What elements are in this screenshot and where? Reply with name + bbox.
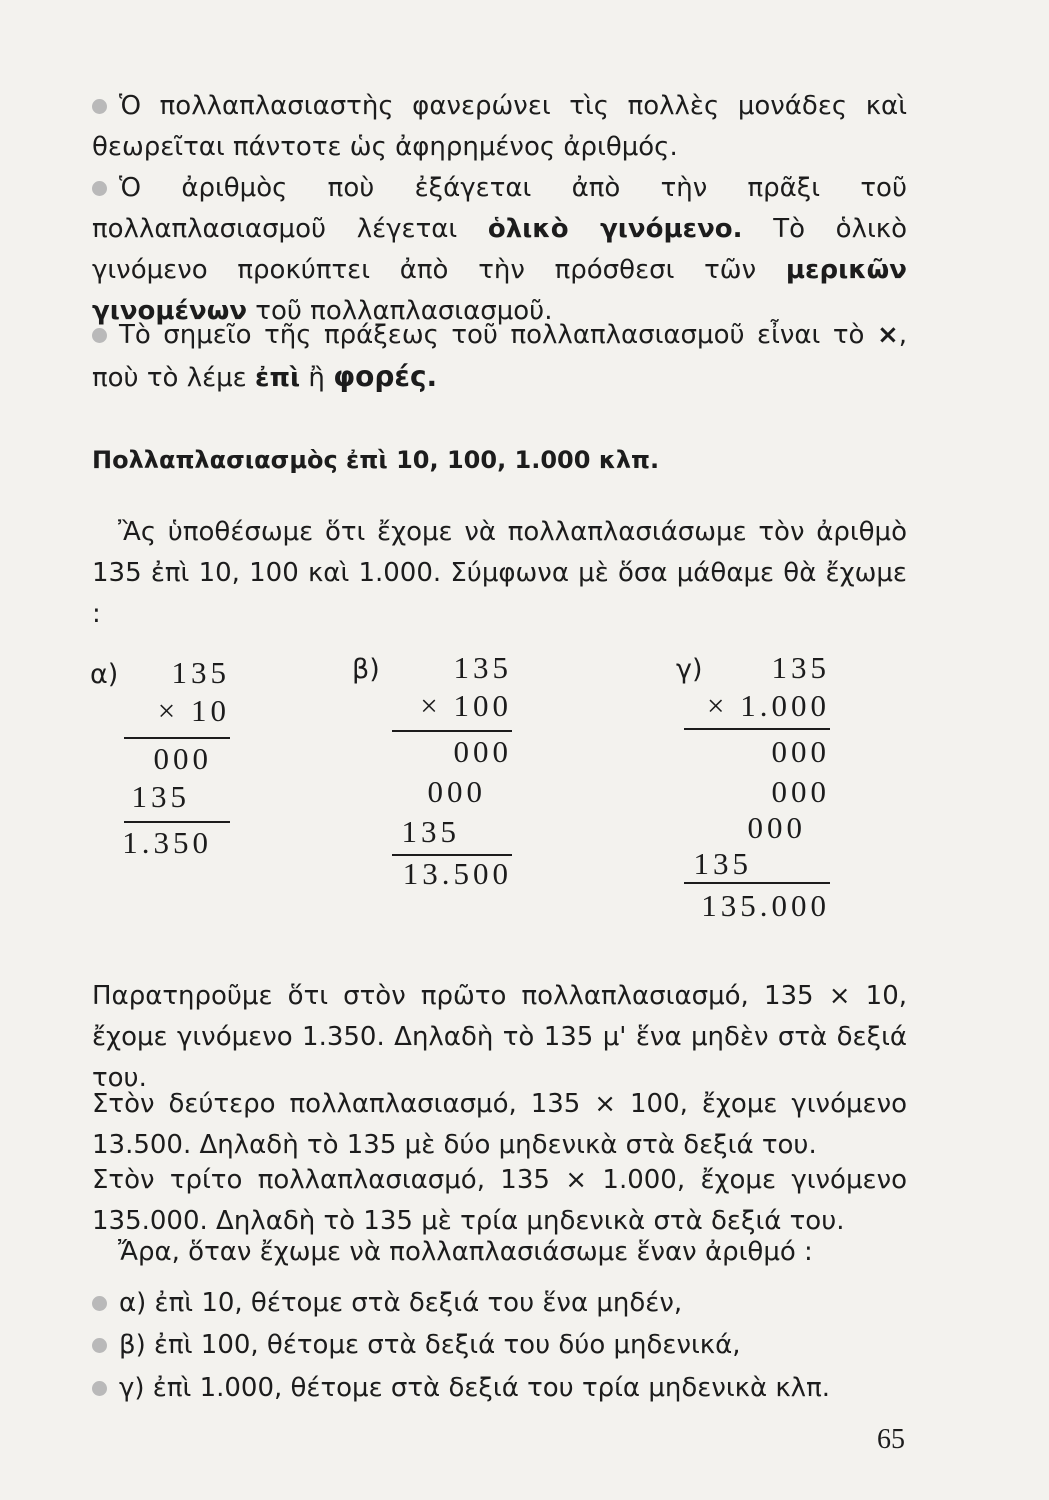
rule-item: β) ἐπὶ 100, θέτομε στὰ δεξιά του δύο μηδενικά, xyxy=(92,1325,741,1366)
rule-line xyxy=(392,730,512,732)
paragraph-multiplication-sign: Τὸ σημεῖο τῆς πράξεως τοῦ πολλαπλασιασμοῦ εἶναι τὸ ×, ποὺ τὸ λέμε ἐπὶ ἢ φορές. xyxy=(92,320,907,393)
total-product: 13.500 xyxy=(402,856,512,891)
multiplicand: 135 xyxy=(771,650,830,685)
bullet-icon xyxy=(92,99,107,114)
page-number: 65 xyxy=(877,1424,905,1455)
paragraph-example-intro: Ἂς ὑποθέσωμε ὅτι ἔχομε νὰ πολλαπλασιάσωμε τὸν ἀριθμὸ 135 ἐπὶ 10, 100 καὶ 1.000. Σύμφωνα μὲ ὅσα μάθαμε θὰ ἔχωμε : xyxy=(92,517,907,629)
rule-item: α) ἐπὶ 10, θέτομε στὰ δεξιά του ἕνα μηδέν, xyxy=(92,1283,682,1324)
observation-second: Στὸν δεύτερο πολλαπλασιασμό, 135 × 100, ἔχομε γινόμενο 13.500. Δηλαδὴ τὸ 135 μὲ δύο μηδενικὰ στὰ δεξιά του. xyxy=(92,1089,907,1160)
bullet-icon xyxy=(92,1381,107,1396)
partial-product: 000 xyxy=(453,734,512,769)
rule-item: γ) ἐπὶ 1.000, θέτομε στὰ δεξιά του τρία μηδενικὰ κλπ. xyxy=(92,1368,830,1409)
paragraph-total-product: Ὁ ἀριθμὸς ποὺ ἐξάγεται ἀπὸ τὴν πρᾶξι τοῦ πολλαπλασιασμοῦ λέγεται ὁλικὸ γινόμενο. Τὸ ὁλικὸ γινόμενο προκύπτει ἀπὸ τὴν πρόσθεσι τῶν μερικῶν γινομένων τοῦ πολλαπλασιασμοῦ. xyxy=(92,173,907,326)
observation-conclusion: Ἄρα, ὅταν ἔχωμε νὰ πολλαπλασιάσωμε ἕναν ἀριθμό : xyxy=(118,1237,813,1267)
example-a xyxy=(90,655,230,885)
rule-line xyxy=(684,728,830,730)
observation-third: Στὸν τρίτο πολλαπλασιασμό, 135 × 1.000, ἔχομε γινόμενο 135.000. Δηλαδὴ τὸ 135 μὲ τρία μηδενικὰ στὰ δεξιά του. xyxy=(92,1165,907,1236)
partial-product: 000 xyxy=(747,810,806,845)
total-product: 135.000 xyxy=(701,888,830,923)
partial-product: 135 xyxy=(401,814,460,849)
multiplicand: 135 xyxy=(171,655,230,690)
partial-product: 135 xyxy=(131,779,190,814)
multiplicand: 135 xyxy=(453,650,512,685)
paragraph-multiplier: Ὁ πολλαπλασιαστὴς φανερώνει τὶς πολλὲς μονάδες καὶ θεωρεῖται πάντοτε ὡς ἀφηρημένος ἀριθμός. xyxy=(92,91,907,162)
rule-line xyxy=(124,737,230,739)
total-product: 1.350 xyxy=(122,825,212,860)
observation-first: Παρατηροῦμε ὅτι στὸν πρῶτο πολλαπλασιασμό, 135 × 10, ἔχομε γινόμενο 1.350. Δηλαδὴ τὸ 135 μ' ἕνα μηδὲν στὰ δεξιά του. xyxy=(92,981,907,1093)
partial-product: 000 xyxy=(427,774,486,809)
example-a-label: α) xyxy=(90,659,119,690)
multiplication-sign: × xyxy=(876,320,899,350)
multiplier: × 10 xyxy=(157,693,230,728)
rule-line xyxy=(684,882,830,884)
bullet-icon xyxy=(92,1296,107,1311)
multiplier: × 1.000 xyxy=(707,688,830,723)
partial-product: 000 xyxy=(771,774,830,809)
example-c-label: γ) xyxy=(676,654,703,685)
example-b-label: β) xyxy=(352,654,380,685)
multiplier: × 100 xyxy=(420,688,512,723)
bullet-icon xyxy=(92,328,107,343)
partial-product: 000 xyxy=(771,734,830,769)
rule-line xyxy=(124,821,230,823)
partial-product: 135 xyxy=(693,846,752,881)
section-heading: Πολλαπλασιασμὸς ἐπὶ 10, 100, 1.000 κλπ. xyxy=(92,446,660,474)
bullet-icon xyxy=(92,181,107,196)
example-b xyxy=(352,650,512,890)
bullet-icon xyxy=(92,1338,107,1353)
example-c xyxy=(676,650,830,930)
partial-product: 000 xyxy=(153,741,212,776)
